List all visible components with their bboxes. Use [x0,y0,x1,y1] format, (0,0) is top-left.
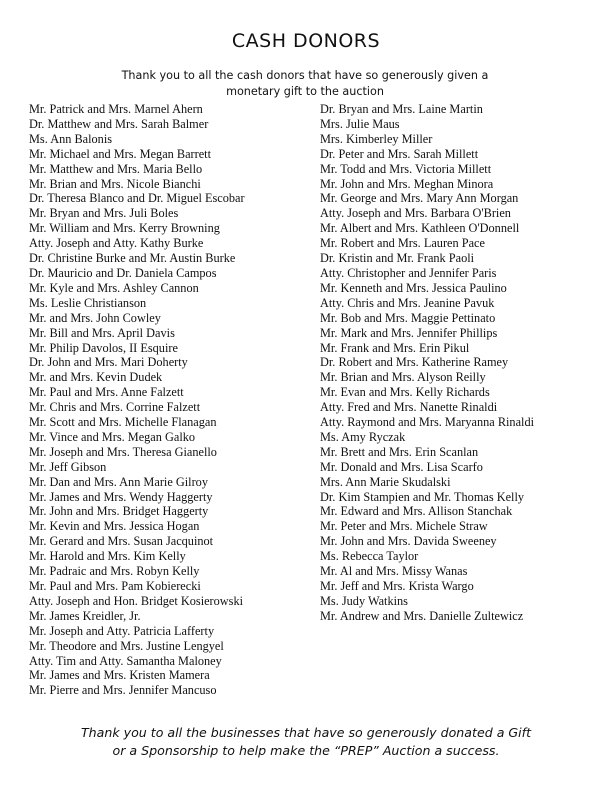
donor-name: Mr. Todd and Mrs. Victoria Millett [320,161,492,176]
donor-name: Mr. John and Mrs. Davida Sweeney [320,534,497,549]
donor-name: Ms. Rebecca Taylor [320,549,419,564]
donor-name: Mr. James and Mrs. Kristen Mamera [29,668,210,683]
donor-name: Mr. Evan and Mrs. Kelly Richards [320,385,490,400]
donor-name: Dr. Kristin and Mr. Frank Paoli [320,251,475,266]
footer-line-2: or a Sponsorship to help make the “PREP” Auction a success. [112,743,500,758]
donor-name: Mr. William and Mrs. Kerry Browning [29,221,220,236]
donor-name: Mr. Mark and Mrs. Jennifer Phillips [320,325,498,340]
donor-name: Mr. Joseph and Atty. Patricia Lafferty [29,623,215,638]
donor-name: Mr. Dan and Mrs. Ann Marie Gilroy [29,474,208,489]
donor-name: Mr. Albert and Mrs. Kathleen O'Donnell [320,221,520,236]
donor-name: Dr. Peter and Mrs. Sarah Millett [320,146,479,161]
donor-name: Mr. Kyle and Mrs. Ashley Cannon [29,280,199,295]
donor-name: Mr. and Mrs. Kevin Dudek [29,370,163,385]
donor-name: Mr. Kevin and Mrs. Jessica Hogan [29,519,200,534]
donor-name: Mr. Bryan and Mrs. Juli Boles [29,206,179,221]
donor-name: Dr. John and Mrs. Mari Doherty [29,355,188,370]
donor-name: Mr. Paul and Mrs. Pam Kobierecki [29,579,201,593]
donor-name: Mr. James Kreidler, Jr. [29,608,141,623]
donor-name: Mr. Pierre and Mrs. Jennifer Mancuso [29,683,217,698]
donor-name: Dr. Theresa Blanco and Dr. Miguel Escobar [29,191,245,206]
donor-name: Dr. Mauricio and Dr. Daniela Campos [29,265,217,280]
donor-name: Mr. Andrew and Mrs. Danielle Zultewicz [320,608,524,623]
donor-name: Mr. James and Mrs. Wendy Haggerty [29,489,213,504]
donor-name: Atty. Fred and Mrs. Nanette Rinaldi [320,400,498,415]
donor-name: Ms. Leslie Christianson [29,295,147,310]
donor-name: Mr. Vince and Mrs. Megan Galko [29,429,196,444]
donor-name: Mr. Edward and Mrs. Allison Stanchak [320,504,513,519]
page-title: CASH DONORS [231,30,381,52]
donor-name: Atty. Chris and Mrs. Jeanine Pavuk [320,295,495,310]
donor-name: Atty. Joseph and Hon. Bridget Kosierowski [29,593,244,608]
intro-text [80,68,530,100]
donor-name: Mr. Brian and Mrs. Nicole Bianchi [29,176,201,191]
donor-name: Dr. Robert and Mrs. Katherine Ramey [320,355,509,370]
donor-name: Mr. George and Mrs. Mary Ann Morgan [320,191,519,206]
donor-name: Dr. Bryan and Mrs. Laine Martin [320,102,483,116]
donor-name: Atty. Tim and Atty. Samantha Maloney [29,653,222,668]
donor-name: Dr. Kim Stampien and Mr. Thomas Kelly [320,489,525,504]
donor-name: Mrs. Julie Maus [320,116,400,131]
donor-name: Mr. Al and Mrs. Missy Wanas [320,564,468,579]
donor-name: Mr. Brett and Mrs. Erin Scanlan [320,444,479,459]
donor-list-left [29,102,314,698]
donor-name: Mr. Michael and Mrs. Megan Barrett [29,146,212,161]
footer-thanks [40,724,572,760]
donor-name: Mr. Jeff and Mrs. Krista Wargo [320,579,474,593]
donor-name: Ms. Amy Ryczak [320,429,406,444]
donor-name: Ms. Ann Balonis [29,131,113,146]
donor-name: Mrs. Ann Marie Skudalski [320,474,451,489]
donor-name: Mr. Padraic and Mrs. Robyn Kelly [29,564,200,579]
donor-name: Ms. Judy Watkins [320,593,408,608]
donor-name: Mr. Robert and Mrs. Lauren Pace [320,236,485,251]
donor-name: Mr. Paul and Mrs. Anne Falzett [29,385,184,400]
donor-name: Mr. Frank and Mrs. Erin Pikul [320,340,470,355]
donor-name: Mr. Harold and Mrs. Kim Kelly [29,549,186,564]
donor-name: Mr. Gerard and Mrs. Susan Jacquinot [29,534,214,549]
donor-name: Mr. Philip Davolos, II Esquire [29,340,178,355]
donor-name: Mr. Chris and Mrs. Corrine Falzett [29,400,201,415]
donor-name: Mr. Joseph and Mrs. Theresa Gianello [29,444,217,459]
donor-name: Mrs. Kimberley Miller [320,131,433,146]
donor-name: Atty. Joseph and Atty. Kathy Burke [29,236,204,251]
donor-name: Mr. Theodore and Mrs. Justine Lengyel [29,638,224,653]
donor-name: Mr. Kenneth and Mrs. Jessica Paulino [320,280,507,295]
donor-name: Mr. Bob and Mrs. Maggie Pettinato [320,310,496,325]
donor-name: Dr. Christine Burke and Mr. Austin Burke [29,251,236,266]
donor-name: Atty. Joseph and Mrs. Barbara O'Brien [320,206,511,221]
donor-name: Mr. John and Mrs. Meghan Minora [320,176,494,191]
donor-name: Mr. John and Mrs. Bridget Haggerty [29,504,209,519]
donor-name: Atty. Christopher and Jennifer Paris [320,265,497,280]
donor-name: Mr. Scott and Mrs. Michelle Flanagan [29,415,217,430]
donor-name: Dr. Matthew and Mrs. Sarah Balmer [29,116,209,131]
donor-name: Mr. Bill and Mrs. April Davis [29,325,175,340]
intro-line-2: monetary gift to the auction [226,85,384,98]
donor-name: Mr. Matthew and Mrs. Maria Bello [29,161,203,176]
donor-name: Atty. Raymond and Mrs. Maryanna Rinaldi [320,415,535,430]
footer-line-1: Thank you to all the businesses that have so generously donated a Gift [80,725,532,740]
donor-name: Mr. Peter and Mrs. Michele Straw [320,519,488,534]
donor-name: Mr. Jeff Gibson [29,459,107,474]
donor-list-right [320,102,605,624]
donor-name: Mr. and Mrs. John Cowley [29,310,161,325]
donor-name: Mr. Brian and Mrs. Alyson Reilly [320,370,486,385]
donor-name: Mr. Donald and Mrs. Lisa Scarfo [320,459,483,474]
donor-name: Mr. Patrick and Mrs. Marnel Ahern [29,102,203,116]
intro-line-1: Thank you to all the cash donors that have so generously given a [121,69,489,82]
